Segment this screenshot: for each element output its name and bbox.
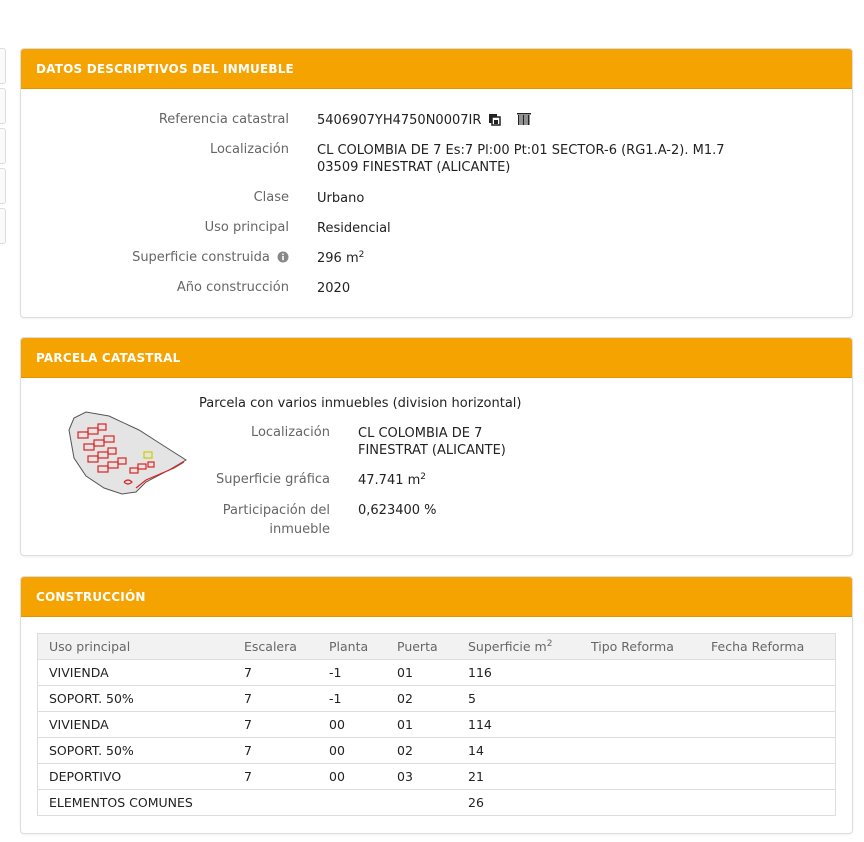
- parcela-part-label2: inmueble: [269, 522, 330, 537]
- cell-tipo-reforma: [580, 764, 700, 790]
- cell-superficie: 114: [457, 712, 580, 738]
- cell-escalera: 7: [233, 660, 318, 686]
- col-puerta: [386, 634, 457, 660]
- parcela-loc-line1: CL COLOMBIA DE 7: [358, 426, 483, 441]
- side-tab-2[interactable]: [0, 88, 6, 124]
- copy-icon[interactable]: [488, 113, 501, 131]
- cell-uso: ELEMENTOS COMUNES: [38, 790, 234, 816]
- ref-value-row: [317, 112, 531, 131]
- sup-label-row: [132, 250, 289, 267]
- loc-line1: CL COLOMBIA DE 7 Es:7 Pl:00 Pt:01 SECTOR-6 (RG1.A-2). M1.7: [317, 143, 725, 158]
- cell-tipo-reforma: [580, 712, 700, 738]
- cell-escalera: 7: [233, 738, 318, 764]
- parcel-map-thumbnail[interactable]: [64, 410, 188, 495]
- table-row: [38, 686, 836, 712]
- cell-fecha-reforma: [700, 686, 836, 712]
- barcode-icon[interactable]: [517, 113, 531, 131]
- table-row: [38, 764, 836, 790]
- parcela-sup-value: 47.741 m: [358, 473, 421, 488]
- parcela-sup-label: Superficie gráfica: [215, 472, 330, 487]
- cell-planta: -1: [318, 660, 386, 686]
- parcela-loc-label: Localización: [250, 425, 330, 440]
- cell-uso: SOPORT. 50%: [38, 738, 234, 764]
- col-planta: Planta: [318, 634, 386, 660]
- parcela-part-value: 0,623400 %: [358, 503, 437, 518]
- cell-puerta: 02: [386, 686, 457, 712]
- cell-puerta: [386, 790, 457, 816]
- cell-planta: 00: [318, 764, 386, 790]
- clase-value: Urbano: [317, 191, 365, 206]
- sup-value: 296 m: [317, 251, 359, 266]
- col-superficie: [457, 634, 580, 660]
- parcela-loc-line2: FINESTRAT (ALICANTE): [358, 443, 506, 458]
- table-row: [38, 790, 836, 816]
- clase-label: Clase: [253, 190, 289, 205]
- info-icon[interactable]: [277, 251, 289, 267]
- parcela-desc: Parcela con varios inmuebles (division horizontal): [199, 396, 522, 411]
- table-header-row: [38, 634, 836, 660]
- cell-planta: -1: [318, 686, 386, 712]
- cell-planta: 00: [318, 738, 386, 764]
- parcela-part-label1: Participación del: [222, 503, 330, 518]
- parcela-sup-row: [358, 472, 426, 489]
- cell-superficie: 116: [457, 660, 580, 686]
- cell-planta: 00: [318, 712, 386, 738]
- col-uso: Uso principal: [38, 634, 234, 660]
- panel-title: CONSTRUCCIÓN: [21, 577, 852, 617]
- cell-puerta: 02: [386, 738, 457, 764]
- cell-superficie: 14: [457, 738, 580, 764]
- construccion-table: [37, 633, 836, 816]
- uso-label: Uso principal: [204, 220, 289, 235]
- cell-superficie: 26: [457, 790, 580, 816]
- panel-title: PARCELA CATASTRAL: [21, 338, 852, 378]
- sup-exp: 2: [358, 250, 365, 260]
- cell-uso: VIVIENDA: [38, 660, 234, 686]
- parcela-sup-exp: 2: [420, 472, 427, 482]
- cell-escalera: 7: [233, 686, 318, 712]
- parcela-loc-value: [358, 425, 506, 459]
- cell-puerta: 01: [386, 660, 457, 686]
- anio-value: 2020: [317, 281, 351, 296]
- ref-value[interactable]: 5406907YH4750N0007IR: [317, 113, 482, 128]
- sup-label: Superficie construida: [132, 250, 270, 265]
- loc-value: [317, 142, 725, 176]
- cell-escalera: 7: [233, 764, 318, 790]
- table-row: [38, 712, 836, 738]
- panel-construccion: [20, 576, 853, 834]
- anio-label: Año construcción: [176, 280, 289, 295]
- col-fecha-reforma: Fecha Reforma: [700, 634, 836, 660]
- cell-fecha-reforma: [700, 660, 836, 686]
- cell-uso: VIVIENDA: [38, 712, 234, 738]
- sup-value-row: [317, 250, 364, 267]
- cell-fecha-reforma: [700, 790, 836, 816]
- ref-label: Referencia catastral: [158, 112, 289, 127]
- cell-tipo-reforma: [580, 686, 700, 712]
- panel-title: DATOS DESCRIPTIVOS DEL INMUEBLE: [21, 49, 852, 89]
- side-tab-3[interactable]: [0, 128, 6, 164]
- cell-superficie: 21: [457, 764, 580, 790]
- side-tab-1[interactable]: [0, 48, 6, 84]
- cell-fecha-reforma: [700, 738, 836, 764]
- cell-fecha-reforma: [700, 764, 836, 790]
- cell-tipo-reforma: [580, 790, 700, 816]
- cell-escalera: 7: [233, 712, 318, 738]
- side-tab-5[interactable]: [0, 208, 6, 244]
- table-row: [38, 660, 836, 686]
- cell-puerta: 01: [386, 712, 457, 738]
- cell-escalera: [233, 790, 318, 816]
- table-row: [38, 738, 836, 764]
- cell-tipo-reforma: [580, 660, 700, 686]
- cell-uso: SOPORT. 50%: [38, 686, 234, 712]
- side-tab-4[interactable]: [0, 168, 6, 204]
- col-superficie-exp: 2: [546, 639, 553, 649]
- panel-parcela-catastral: [20, 337, 853, 556]
- cell-superficie: 5: [457, 686, 580, 712]
- parcela-part-label: [223, 501, 330, 539]
- loc-line2: 03509 FINESTRAT (ALICANTE): [317, 160, 511, 175]
- cell-fecha-reforma: [700, 712, 836, 738]
- col-escalera: Escalera: [233, 634, 318, 660]
- col-puerta-label: Puerta: [397, 639, 438, 654]
- uso-value: Residencial: [317, 221, 391, 236]
- panel-datos-descriptivos: [20, 48, 853, 318]
- cell-uso: DEPORTIVO: [38, 764, 234, 790]
- cell-tipo-reforma: [580, 738, 700, 764]
- cell-planta: [318, 790, 386, 816]
- loc-label: Localización: [209, 142, 289, 157]
- col-superficie-label: Superficie m: [468, 639, 547, 654]
- cell-puerta: 03: [386, 764, 457, 790]
- col-tipo-reforma: Tipo Reforma: [580, 634, 700, 660]
